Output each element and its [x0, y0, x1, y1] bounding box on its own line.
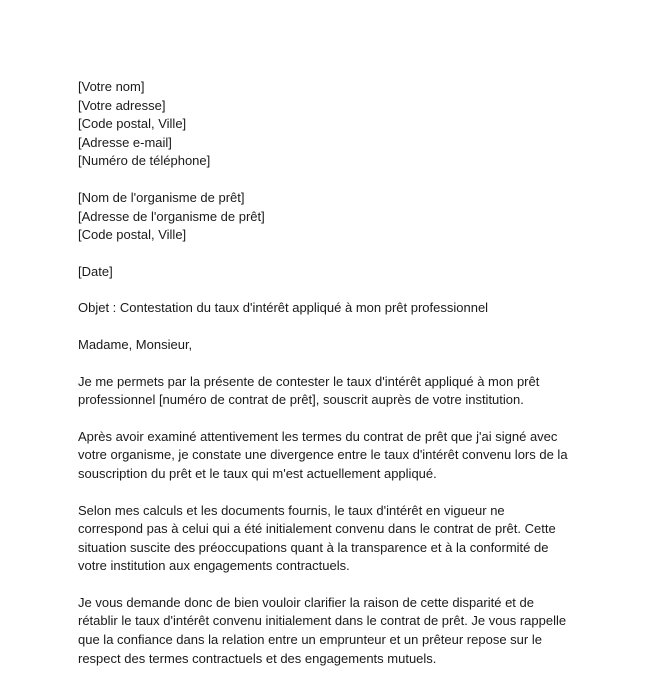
paragraph-line: Je vous demande donc de bien vouloir clarifier la raison de cette disparité et de	[78, 594, 534, 610]
paragraph-line: votre institution aux engagements contractuels.	[78, 558, 350, 574]
sender-address: [Votre adresse]	[78, 97, 166, 113]
sender-email: [Adresse e-mail]	[78, 134, 172, 150]
paragraph-line: correspond pas à celui qui a été initialement convenu dans le contrat de prêt. Cette	[78, 521, 556, 537]
date-block	[78, 263, 618, 282]
letter-subject: Objet : Contestation du taux d'intérêt appliqué à mon prêt professionnel	[78, 300, 489, 316]
sender-postal-city: [Code postal, Ville]	[78, 116, 187, 132]
paragraph-line: rétablir le taux d'intérêt convenu initialement dans le contrat de prêt. Je vous rappelle	[78, 613, 567, 629]
sender-block	[78, 78, 618, 171]
paragraph-line: que la confiance dans la relation entre un emprunteur et un prêteur repose sur le	[78, 632, 542, 648]
paragraph-2	[78, 428, 618, 484]
paragraph-line: souscription du prêt et le taux qui m'est actuellement appliqué.	[78, 465, 437, 481]
paragraph-line: Je me permets par la présente de contester le taux d'intérêt appliqué à mon prêt	[78, 373, 540, 389]
salutation-block	[78, 336, 618, 355]
letter-document	[78, 78, 618, 686]
letter-salutation: Madame, Monsieur,	[78, 336, 193, 352]
paragraph-4	[78, 594, 618, 668]
paragraph-line: Selon mes calculs et les documents fournis, le taux d'intérêt en vigueur ne	[78, 502, 505, 518]
recipient-name: [Nom de l'organisme de prêt]	[78, 189, 245, 205]
sender-name: [Votre nom]	[78, 79, 145, 94]
paragraph-line: respect des termes contractuels et des engagements mutuels.	[78, 650, 437, 666]
recipient-address: [Adresse de l'organisme de prêt]	[78, 208, 265, 224]
subject-block	[78, 299, 618, 318]
recipient-block	[78, 189, 618, 245]
sender-phone: [Numéro de téléphone]	[78, 153, 211, 169]
recipient-postal-city: [Code postal, Ville]	[78, 227, 187, 243]
paragraph-line: votre organisme, je constate une divergence entre le taux d'intérêt convenu lors de la	[78, 447, 568, 463]
letter-date: [Date]	[78, 263, 113, 279]
paragraph-3	[78, 502, 618, 576]
paragraph-1	[78, 373, 618, 410]
paragraph-line: professionnel [numéro de contrat de prêt], souscrit auprès de votre institution.	[78, 392, 524, 408]
paragraph-line: Après avoir examiné attentivement les termes du contrat de prêt que j'ai signé avec	[78, 428, 558, 444]
paragraph-line: situation suscite des préoccupations quant à la transparence et à la conformité de	[78, 539, 549, 555]
